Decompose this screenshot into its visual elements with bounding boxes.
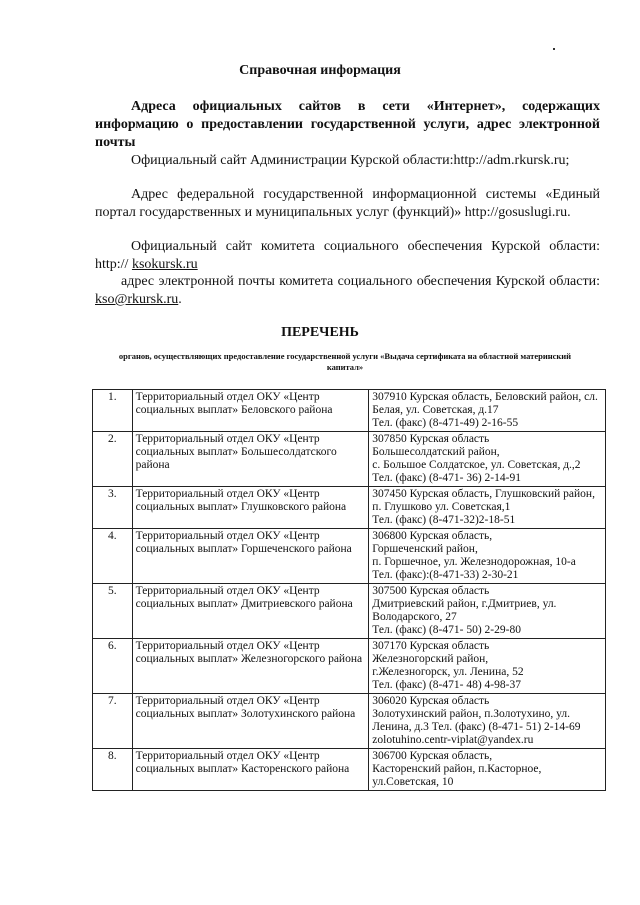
address-line: 307170 Курская область [372,640,490,652]
office-address [369,432,606,487]
address-line: 307500 Курская область [372,585,490,597]
address-line: Тел. (факс) (8-471- 36) 2-14-91 [372,472,521,484]
page-title: Справочная информация [239,63,401,78]
office-address [369,694,606,749]
email-paragraph [95,273,600,309]
table-row [93,487,606,529]
address-line: Железногорский район, [372,653,489,665]
offices-table [92,389,606,791]
table-row [93,390,606,432]
address-line: г.Железногорск, ул. Ленина, 52 [372,666,524,678]
office-name: Территориальный отдел ОКУ «Центр социальных выплат» Глушковского района [132,487,369,529]
row-number: 2. [93,432,133,487]
row-number: 5. [93,584,133,639]
office-address [369,749,606,791]
row-number: 8. [93,749,133,791]
table-row [93,694,606,749]
address-line: 306020 Курская область [372,695,490,707]
office-name: Территориальный отдел ОКУ «Центр социальных выплат» Беловского района [132,390,369,432]
gosuslugi-paragraph: Адрес федеральной государственной информационной системы «Единый портал государственных и муниципальных услуг (функций)» http://gosuslugi.ru. [95,187,600,220]
email-suffix: . [178,292,182,307]
address-line: 307450 Курская область, Глушковский район, п. Глушково ул. Советская,1 [372,488,595,513]
scan-speck [553,48,555,50]
section-heading: Адреса официальных сайтов в сети «Интернет», содержащих информацию о предоставлении государственной услуги, адрес электронной почты [95,99,600,150]
table-row [93,749,606,791]
address-line: п. Горшечное, ул. Железнодорожная, 10-а [372,556,576,568]
office-name: Территориальный отдел ОКУ «Центр социальных выплат» Железногорского района [132,639,369,694]
address-line: Тел. (факс):(8-471-33) 2-30-21 [372,569,519,581]
office-name: Территориальный отдел ОКУ «Центр социальных выплат» Большесолдатского района [132,432,369,487]
address-line: Тел. (факс) (8-471- 48) 4-98-37 [372,679,521,691]
address-line: 306800 Курская область, [372,530,493,542]
office-address [369,529,606,584]
email-link[interactable]: kso@rkursk.ru [95,292,179,307]
office-address [369,639,606,694]
table-row [93,432,606,487]
committee-site-text: Официальный сайт комитета социального обеспечения Курской области: http:// [95,239,600,272]
list-subtitle: органов, осуществляющих предоставление государственной услуги «Выдача сертификата на областной материнский капитал» [118,351,572,372]
row-number: 4. [93,529,133,584]
address-line: Тел. (факс) (8-471- 50) 2-29-80 [372,624,521,636]
email-text: адрес электронной почты комитета социального обеспечения Курской области: [121,274,600,289]
office-address [369,487,606,529]
row-number: 3. [93,487,133,529]
table-row [93,529,606,584]
address-line: 307910 Курская область, Беловский район, сл. Белая, ул. Советская, д.17 [372,391,598,416]
committee-site-paragraph [95,238,600,274]
row-number: 6. [93,639,133,694]
committee-site-link[interactable]: ksokursk.ru [131,257,198,272]
table-row [93,639,606,694]
address-line: Золотухинский район, п.Золотухино, ул. Ленина, д.3 Тел. (факс) (8-471- 51) 2-14-69 [372,708,581,733]
office-name: Территориальный отдел ОКУ «Центр социальных выплат» Горшеченского района [132,529,369,584]
office-name: Территориальный отдел ОКУ «Центр социальных выплат» Дмитриевского района [132,584,369,639]
list-title: ПЕРЕЧЕНЬ [281,325,359,340]
address-line: Дмитриевский район, г.Дмитриев, ул. Володарского, 27 [372,598,557,623]
address-line: с. Большое Солдатское, ул. Советская, д.,2 [372,459,581,471]
address-line: zolotuhino.centr-viplat@yandex.ru [372,734,534,746]
address-line: Тел. (факс) (8-471-49) 2-16-55 [372,417,519,429]
office-address [369,390,606,432]
address-line: 307850 Курская область [372,433,490,445]
row-number: 7. [93,694,133,749]
office-name: Территориальный отдел ОКУ «Центр социальных выплат» Золотухинского района [132,694,369,749]
address-line: Горшеченский район, [372,543,478,555]
row-number: 1. [93,390,133,432]
office-address [369,584,606,639]
office-name: Территориальный отдел ОКУ «Центр социальных выплат» Касторенского района [132,749,369,791]
address-line: Тел. (факс) (8-471-32)2-18-51 [372,514,516,526]
table-row [93,584,606,639]
address-line: Большесолдатский район, [372,446,500,458]
address-line: 306700 Курская область, [372,750,493,762]
address-line: Касторенский район, п.Касторное, ул.Советская, 10 [372,763,542,788]
admin-site-paragraph: Официальный сайт Администрации Курской области:http://adm.rkursk.ru; [131,153,570,168]
